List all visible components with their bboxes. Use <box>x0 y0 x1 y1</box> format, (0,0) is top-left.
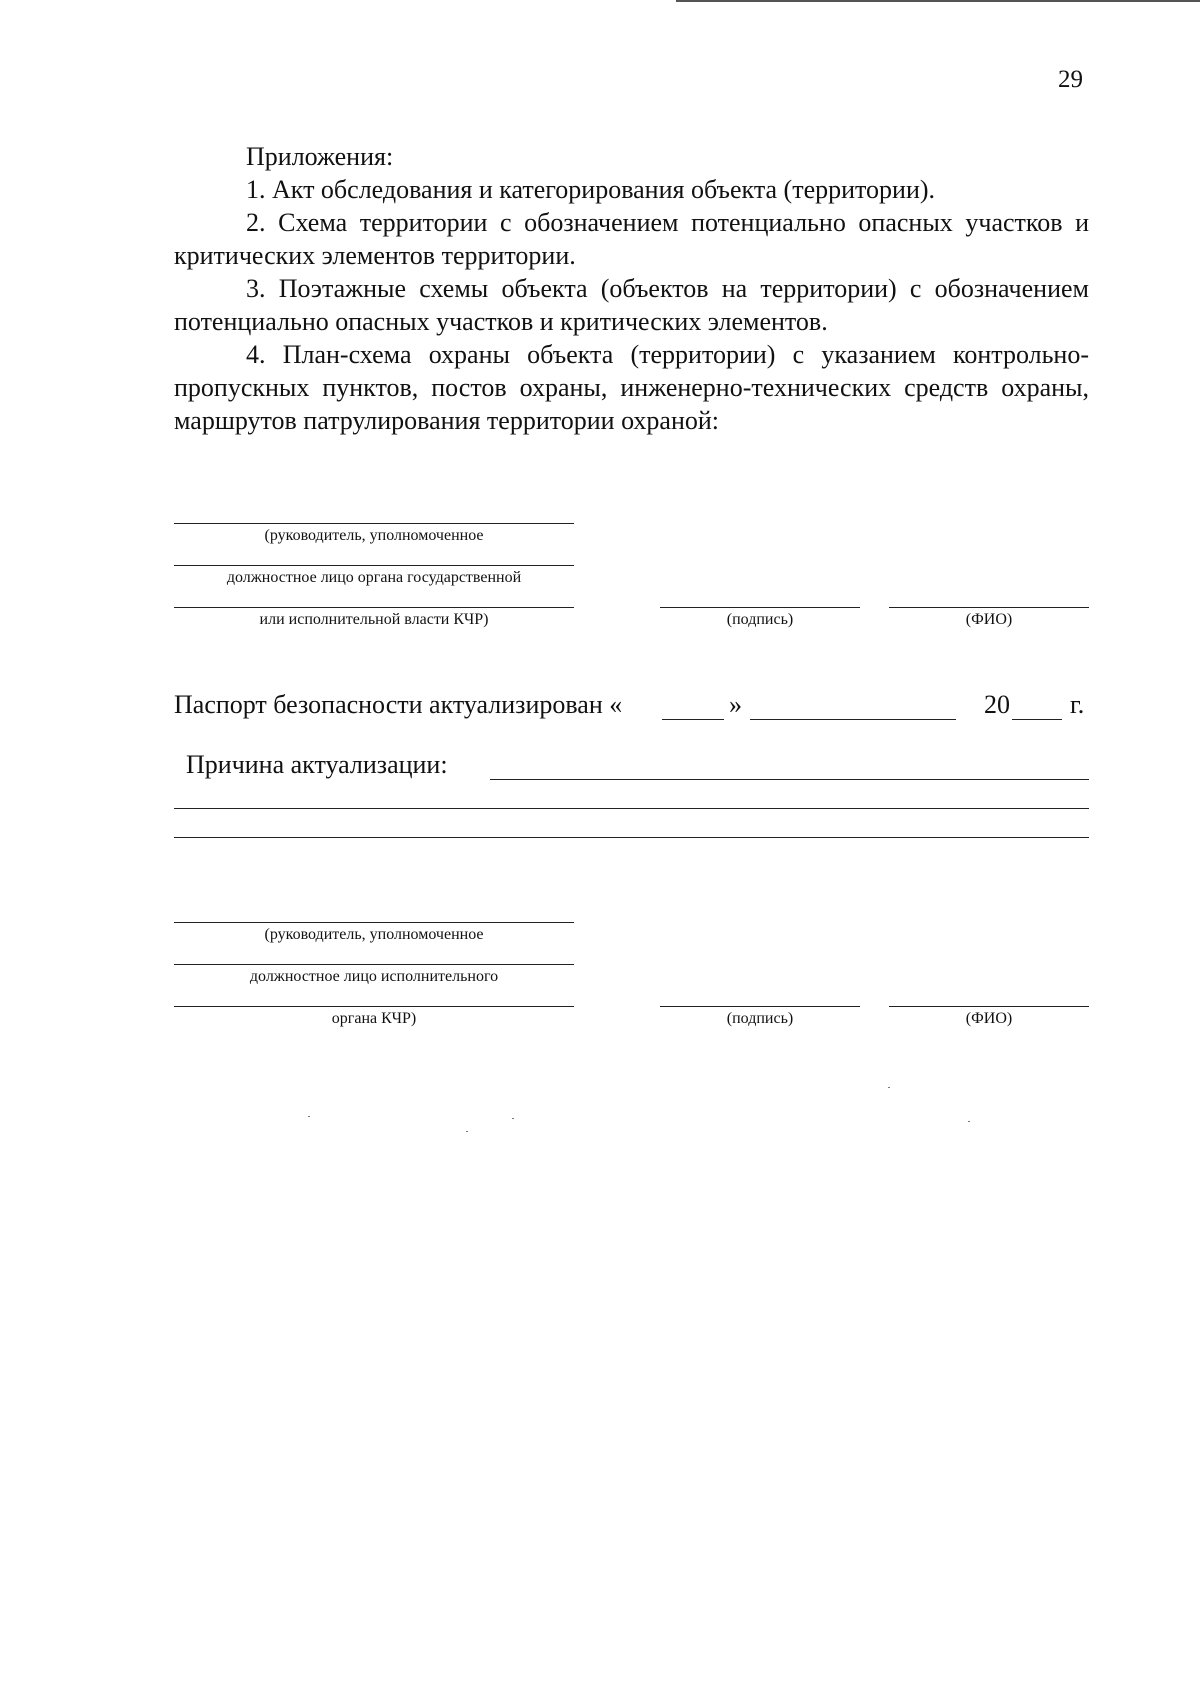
signature-line <box>174 523 574 524</box>
name-caption: (ФИО) <box>965 1010 1013 1027</box>
month-blank <box>750 719 956 720</box>
signature-block-1 <box>174 520 1089 640</box>
year-prefix: 20 <box>984 690 1010 719</box>
passport-updated-prefix: Паспорт безопасности актуализирован « <box>174 690 623 719</box>
passport-updated-line <box>174 690 1089 724</box>
scan-speck <box>308 1116 310 1117</box>
signatory-caption-line: или исполнительной власти КЧР) <box>259 611 489 628</box>
appendix-list <box>174 140 1089 437</box>
signature-line <box>174 607 574 608</box>
scan-speck <box>466 1131 468 1132</box>
appendix-item: 3. Поэтажные схемы объекта (объектов на территории) с обозначением потенциально опасных участков и критических элементов. <box>174 274 1089 336</box>
year-blank <box>1012 719 1062 720</box>
name-field-line <box>889 607 1089 608</box>
appendix-item: 1. Акт обследования и категорирования объекта (территории). <box>246 175 936 204</box>
day-blank <box>662 719 724 720</box>
signatory-caption-line: должностное лицо органа государственной <box>226 569 522 586</box>
page-number: 29 <box>1058 66 1083 93</box>
name-caption: (ФИО) <box>965 611 1013 628</box>
signature-line <box>174 1006 574 1007</box>
signature-line <box>174 565 574 566</box>
reason-label: Причина актуализации: <box>186 750 448 779</box>
appendix-item: 4. План-схема охраны объекта (территории) с указанием контрольно-пропускных пунктов, постов охраны, инженерно-технических средств охраны, маршрутов патрулирования территории охраной: <box>174 340 1089 435</box>
signature-caption: (подпись) <box>726 611 794 628</box>
reason-blank-line <box>174 808 1089 809</box>
signature-line <box>174 964 574 965</box>
scan-speck <box>888 1087 890 1088</box>
signature-caption: (подпись) <box>726 1010 794 1027</box>
signature-block-2 <box>174 919 1089 1039</box>
signatory-caption-line: (руководитель, уполномоченное <box>264 926 484 943</box>
name-field-line <box>889 1006 1089 1007</box>
appendix-heading: Приложения: <box>246 142 394 171</box>
reason-blank-line <box>174 837 1089 838</box>
reason-blank-line <box>490 779 1089 780</box>
signatory-caption-line: органа КЧР) <box>331 1010 417 1027</box>
scan-speck <box>512 1118 514 1119</box>
signatory-caption-line: (руководитель, уполномоченное <box>264 527 484 544</box>
year-suffix: г. <box>1070 690 1085 719</box>
scan-edge-line <box>676 0 1200 2</box>
signature-field-line <box>660 607 860 608</box>
signature-line <box>174 922 574 923</box>
scan-speck <box>968 1121 970 1122</box>
close-quote: » <box>729 690 742 719</box>
appendix-item: 2. Схема территории с обозначением потенциально опасных участков и критических элементов территории. <box>174 208 1089 270</box>
signature-field-line <box>660 1006 860 1007</box>
signatory-caption-line: должностное лицо исполнительного <box>249 968 499 985</box>
